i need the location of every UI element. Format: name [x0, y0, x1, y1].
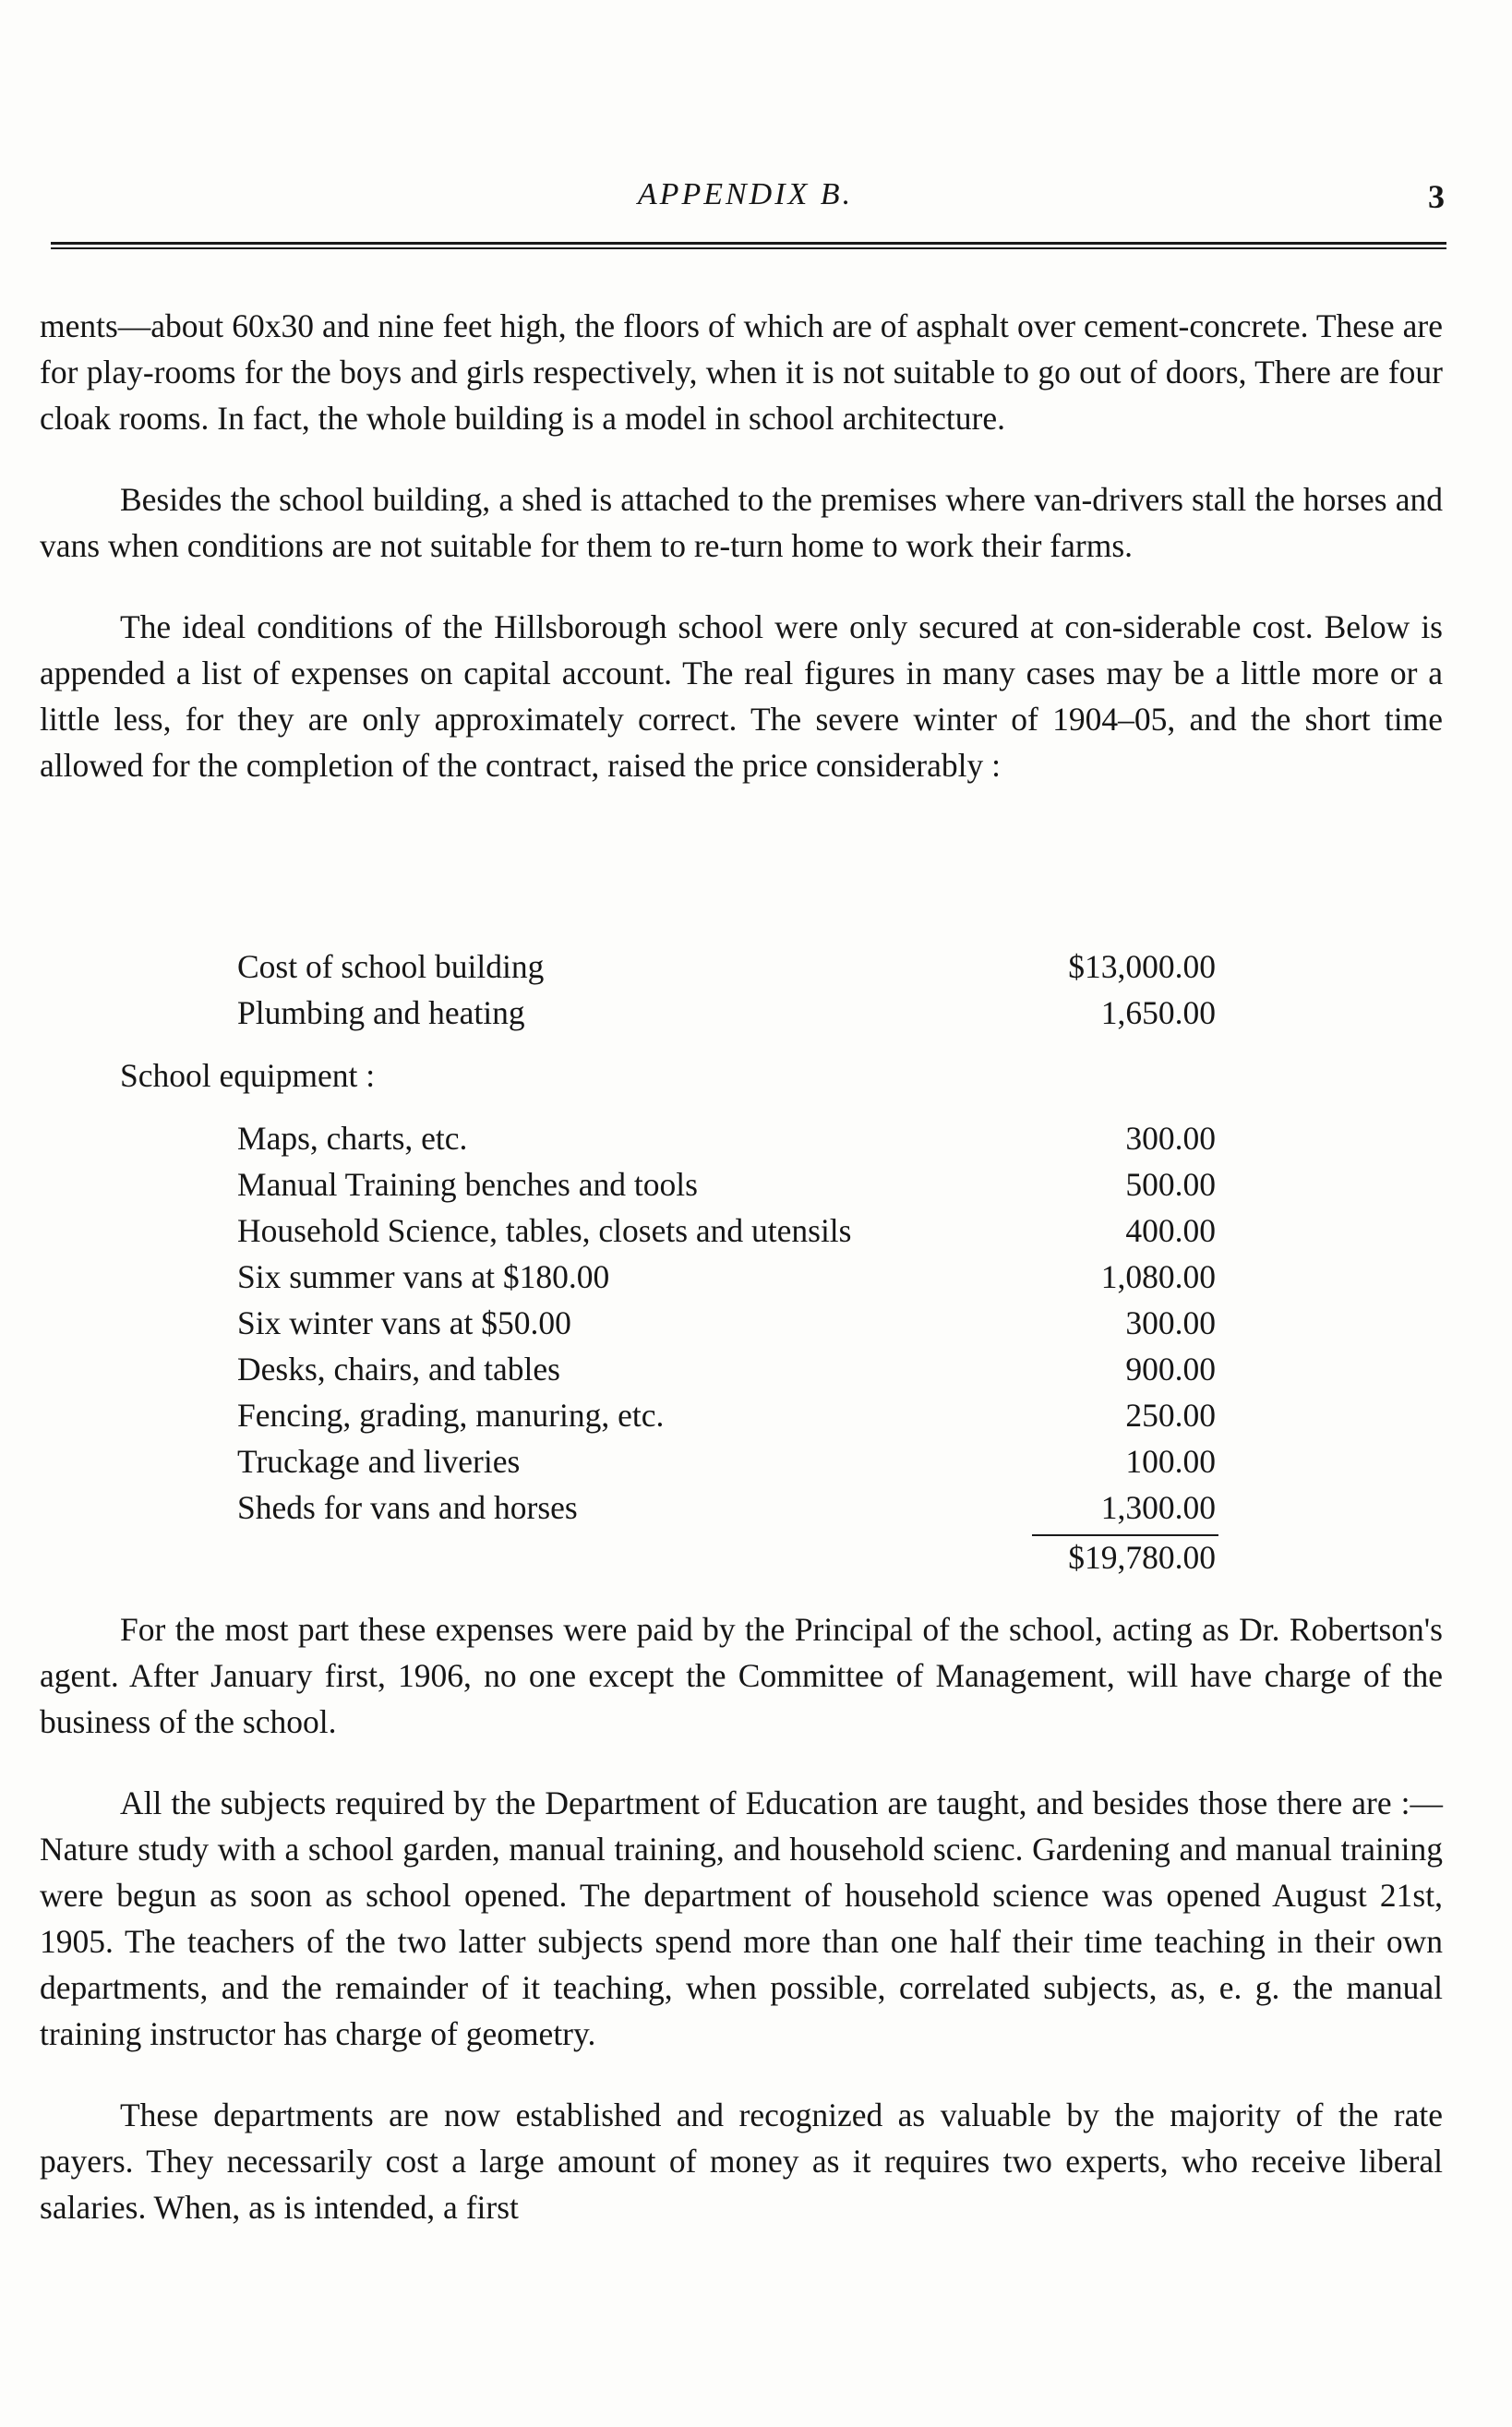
expense-row: [237, 943, 1216, 990]
expense-row: [237, 1484, 1216, 1531]
expense-label: Sheds for vans and horses: [237, 1489, 578, 1526]
expense-row: [237, 1207, 1216, 1254]
paragraph-subjects: All the subjects required by the Department of Education are taught, and besides those there are :—Nature study with a school garden, manual training, and household scienc. Gardening and manual training were begun as soon as school opened. The department of household science was opened August 21st, 1905. The teachers of the two latter subjects spend more than one half their time teaching in their own departments, and the remainder of it teaching, when possible, correlated subjects, as, e. g. the manual training instructor has charge of geometry.: [40, 1784, 1443, 2052]
expense-label: Fencing, grading, manuring, etc.: [237, 1397, 665, 1434]
paragraph-continuation: ments—about 60x30 and nine feet high, the floors of which are of asphalt over cement-concrete. These are for play-rooms for the boys and girls respectively, when it is not suitable to go out of doors, There are four cloak rooms. In fact, the whole building is a model in school architecture.: [40, 307, 1443, 437]
paragraph-shed: Besides the school building, a shed is attached to the premises where van-drivers stall the horses and vans when conditions are not suitable for them to re-turn home to work their farms.: [40, 481, 1443, 564]
expense-amount: 300.00: [1125, 1304, 1216, 1341]
expense-amount: 250.00: [1125, 1397, 1216, 1434]
expense-amount: 1,300.00: [1100, 1489, 1216, 1526]
expense-label: Maps, charts, etc.: [237, 1120, 468, 1157]
header-rule: [51, 242, 1446, 249]
expense-label: Household Science, tables, closets and utensils: [237, 1212, 852, 1249]
expense-label: Plumbing and heating: [237, 994, 525, 1031]
expense-row: [237, 1438, 1216, 1484]
expense-amount: 900.00: [1125, 1351, 1216, 1388]
expense-amount: 1,650.00: [1100, 994, 1216, 1031]
expense-row: [237, 1346, 1216, 1392]
expense-total: $19,780.00: [1068, 1539, 1216, 1576]
running-header: [37, 177, 1454, 223]
page-number: 3: [1428, 178, 1445, 215]
paragraph-expenses-paid: For the most part these expenses were paid by the Principal of the school, acting as Dr. Robertson's agent. After January first, 1906, no one except the Committee of Management, will have charge of the business of the school.: [40, 1611, 1443, 1740]
paragraph-departments: These departments are now established and recognized as valuable by the majority of the rate payers. They necessarily cost a large amount of money as it requires two experts, who receive liberal salaries. When, as is intended, a first: [40, 2097, 1443, 2226]
paragraph-cost: The ideal conditions of the Hillsborough school were only secured at con-siderable cost. Below is appended a list of expenses on capital account. The real figures in many cases may be a little more or a little less, for they are only approximately correct. The severe winter of 1904–05, and the short time allowed for the completion of the contract, raised the price considerably :: [40, 608, 1443, 784]
expense-label: Six winter vans at $50.00: [237, 1304, 571, 1341]
expense-row: [237, 1300, 1216, 1346]
expense-amount: 300.00: [1125, 1120, 1216, 1157]
expense-amount: 1,080.00: [1100, 1258, 1216, 1295]
expense-label: Six summer vans at $180.00: [237, 1258, 610, 1295]
text-block-bottom: [40, 1606, 1443, 2230]
expense-amount: 100.00: [1125, 1443, 1216, 1480]
expense-amount: $13,000.00: [1068, 948, 1216, 985]
expense-label: Desks, chairs, and tables: [237, 1351, 560, 1388]
expense-label: Cost of school building: [237, 948, 545, 985]
expense-label: Manual Training benches and tools: [237, 1166, 698, 1203]
expense-row: [237, 990, 1216, 1036]
expense-row: [237, 1161, 1216, 1207]
text-block-top: [40, 303, 1443, 788]
expense-label: Truckage and liveries: [237, 1443, 521, 1480]
expense-row: [237, 1115, 1216, 1161]
expense-amount: 500.00: [1125, 1166, 1216, 1203]
expense-row: [237, 1392, 1216, 1438]
running-title: APPENDIX B.: [637, 177, 854, 211]
expense-amount: 400.00: [1125, 1212, 1216, 1249]
expense-row: [237, 1254, 1216, 1300]
equipment-heading: School equipment :: [120, 1057, 376, 1094]
